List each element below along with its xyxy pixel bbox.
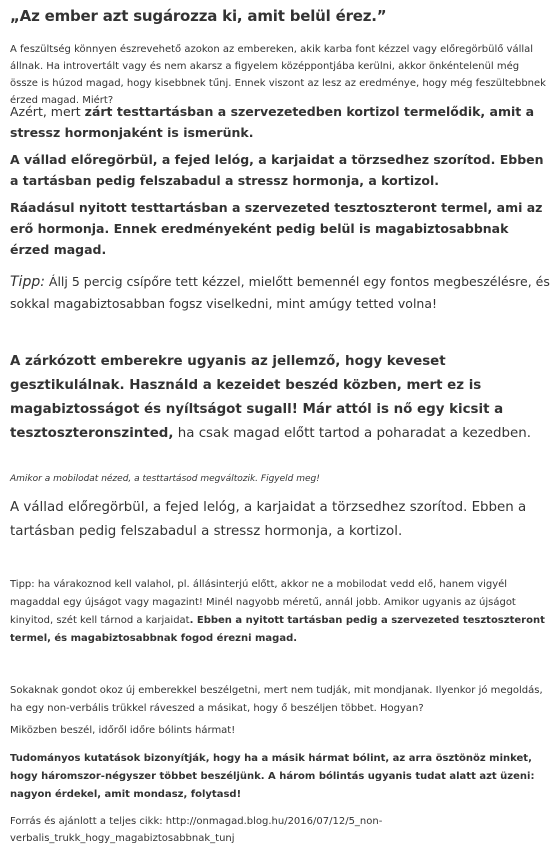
paragraph-cortisol — [10, 101, 550, 143]
tip-label: Tipp: — [10, 274, 45, 290]
tip-magazine-bold: . Ebben a nyitott tartásban pedig a szervezeted tesztoszteront termel, és magabiztosabbnak fogod érezni magad. — [10, 615, 545, 644]
paragraph-gestures-bold: A zárkózott emberekre ugyanis az jellemző, hogy keveset gesztikulálnak. Használd a kezeidet beszéd közben, mert ez is magabiztosságot és nyíltságot sugall! Már attól is nő egy kicsit a tesztoszteronszinted, — [10, 354, 504, 441]
image-caption: Amikor a mobilodat nézed, a testtartásod megváltozik. Figyeld meg! — [10, 474, 320, 484]
paragraph-nod: Miközben beszél, időről időre bólints hármat! — [10, 725, 236, 736]
paragraph-cortisol-bold: zárt testtartásban a szervezetedben kortizol termelődik, amit a stressz hormonjaként is ismerünk. — [10, 104, 535, 140]
paragraph-intro: A feszültség könnyen észrevehető azokon az embereken, akik karba font kézzel vagy előregörbülő vállal állnak. Ha introvertált vagy és nem akarsz a figyelem középpontjába kerülni, akkor önkéntelenül még össze is húzod magad, hogy kisebbnek tűnj. Ennek viszont az lesz az eredménye, hogy még feszültebbnek érzed magad. Miért? — [10, 44, 546, 106]
tip-magazine — [10, 576, 550, 648]
paragraph-cortisol-plain: Azért, mert — [10, 104, 85, 119]
paragraph-gestures — [10, 350, 550, 446]
source-line: Forrás és ajánlott a teljes cikk: http://onmagad.blog.hu/2016/07/12/5_non-verbalis_trukk_hogy_magabiztosabbnak_tunj — [10, 816, 383, 844]
paragraph-posture: A vállad előregörbül, a fejed lelóg, a karjaidat a törzsedhez szorítod. Ebben a tartásban pedig felszabadul a stressz hormonja, a kortizol. — [10, 152, 544, 188]
paragraph-research: Tudományos kutatások bizonyítják, hogy ha a másik hármat bólint, az arra ösztönöz minket, hogy háromszor-négyszer többet beszéljünk. A három bólintás ugyanis tudat alatt azt üzeni: nagyon érdekel, amit mondasz, folytasd! — [10, 753, 535, 800]
tip-power-pose — [10, 271, 550, 314]
paragraph-conversation: Sokaknak gondot okoz új emberekkel beszélgetni, mert nem tudják, mit mondjanak. Ilyenkor jó megoldás, ha egy non-verbális trükkel ráveszed a másikat, hogy ő beszéljen többet. Hogyan? — [10, 685, 543, 714]
paragraph-gestures-plain: ha csak magad előtt tartod a poharadat a kezedben. — [173, 426, 532, 441]
paragraph-testosterone: Ráadásul nyitott testtartásban a szervezeted tesztoszteront termel, ami az erő hormonja. Ennek eredményeként pedig belül is magabiztosabbnak érzed magad. — [10, 200, 543, 257]
article-headline: „Az ember azt sugározza ki, amit belül érez.” — [10, 7, 387, 25]
tip-magazine-plain: Tipp: ha várakoznod kell valahol, pl. állásinterjú előtt, akkor ne a mobilodat vedd elő, hanem vigyél magaddal egy újságot vagy magazint! Minél nagyobb méretű, annál jobb. Amikor ugyanis az újságot kinyitod, szét kell tárnod a karjaidat — [10, 579, 516, 626]
paragraph-phone-posture: A vállad előregörbül, a fejed lelóg, a karjaidat a törzsedhez szorítod. Ebben a tartásban pedig felszabadul a stressz hormonja, a kortizol. — [10, 500, 527, 539]
tip-text: Állj 5 percig csípőre tett kézzel, mielőtt bemennél egy fontos megbeszélésre, és sokkal magabiztosabban fogsz viselkedni, mint amúgy tetted volna! — [10, 274, 550, 311]
